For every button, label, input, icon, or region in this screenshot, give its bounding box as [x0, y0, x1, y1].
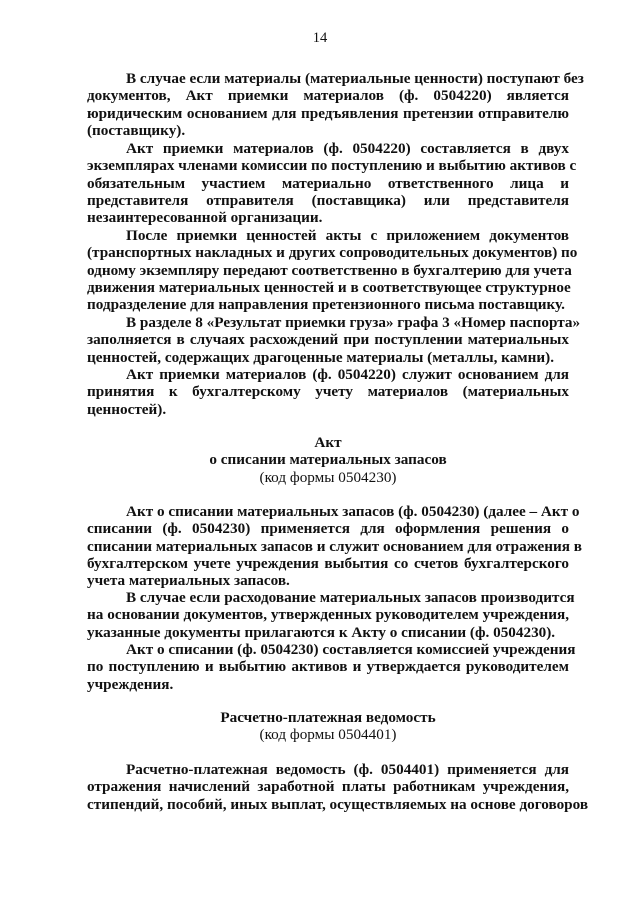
paragraph	[87, 641, 576, 693]
text-line: обязательным участием материально ответственного лица и	[87, 174, 569, 192]
text-line: бухгалтерском учете учреждения выбытия со счетов бухгалтерского	[87, 554, 569, 572]
paragraph	[87, 227, 578, 314]
text-line: принятия к бухгалтерскому учету материалов (материальных	[87, 383, 569, 401]
text-line: документов, Акт приемки материалов (ф. 0504220) является	[87, 87, 569, 105]
paragraph	[87, 70, 584, 139]
text-line: незаинтересованной организации.	[87, 209, 323, 227]
text-line: В разделе 8 «Результат приемки груза» графа 3 «Номер паспорта»	[126, 314, 581, 331]
page-number: 14	[312, 30, 328, 46]
text-line: по поступлению и выбытию активов и утверждается руководителем	[87, 658, 569, 676]
section-subtitle: о списании материальных запасов	[209, 451, 447, 469]
form-code: (код формы 0504401)	[259, 726, 397, 744]
text-line: списании (ф. 0504230) применяется для оформления решения о	[87, 520, 569, 538]
text-line: Акт о списании (ф. 0504230) составляется комиссией учреждения	[126, 641, 576, 658]
text-line: списании материальных запасов и служит основанием для отражения в	[87, 537, 582, 555]
text-line: стипендий, пособий, иных выплат, осуществляемых на основе договоров	[87, 795, 589, 813]
section-title: Акт	[314, 434, 342, 451]
text-line: движения материальных ценностей и в соответствующее структурное	[87, 278, 571, 296]
text-line: Акт о списании материальных запасов (ф. 0504230) (далее – Акт о	[126, 503, 580, 520]
paragraph	[87, 589, 575, 641]
text-line: Расчетно-платежная ведомость (ф. 0504401) применяется для	[126, 761, 569, 778]
paragraph	[87, 761, 589, 813]
text-line: Акт приемки материалов (ф. 0504220) служит основанием для	[126, 366, 569, 383]
section-heading	[87, 434, 569, 486]
text-line: заполняется в случаях расхождений при поступлении материальных	[87, 331, 569, 349]
text-line: После приемки ценностей акты с приложением документов	[126, 227, 569, 244]
text-line: представителя отправителя (поставщика) или представителя	[87, 191, 569, 209]
text-line: указанные документы прилагаются к Акту о списании (ф. 0504230).	[87, 623, 556, 641]
paragraph	[87, 366, 569, 418]
paragraph	[87, 314, 581, 366]
text-line: учреждения.	[87, 675, 174, 693]
text-line: экземплярах членами комиссии по поступлению и выбытию активов с	[87, 157, 577, 175]
form-code: (код формы 0504230)	[259, 468, 397, 486]
text-line: одному экземпляру передают соответственно в бухгалтерию для учета	[87, 261, 572, 279]
section-heading	[87, 709, 569, 744]
text-line: (транспортных накладных и других сопроводительных документов) по	[87, 244, 578, 262]
text-line: Акт приемки материалов (ф. 0504220) составляется в двух	[126, 140, 569, 157]
paragraph	[87, 503, 582, 590]
text-line: ценностей).	[87, 400, 167, 418]
text-line: В случае если материалы (материальные ценности) поступают без	[126, 70, 584, 87]
text-line: на основании документов, утвержденных руководителем учреждения,	[87, 606, 569, 624]
text-line: учета материальных запасов.	[87, 572, 290, 590]
text-line: подразделение для направления претензионного письма поставщику.	[87, 296, 565, 314]
text-line: юридическим основанием для предъявления претензии отправителю	[87, 104, 569, 122]
text-line: В случае если расходование материальных запасов производится	[126, 589, 575, 606]
text-line: (поставщику).	[87, 121, 186, 139]
text-line: отражения начислений заработной платы работникам учреждения,	[87, 778, 569, 796]
section-title: Расчетно-платежная ведомость	[220, 709, 436, 726]
paragraph	[87, 140, 577, 227]
text-line: ценностей, содержащих драгоценные материалы (металлы, камни).	[87, 348, 554, 366]
